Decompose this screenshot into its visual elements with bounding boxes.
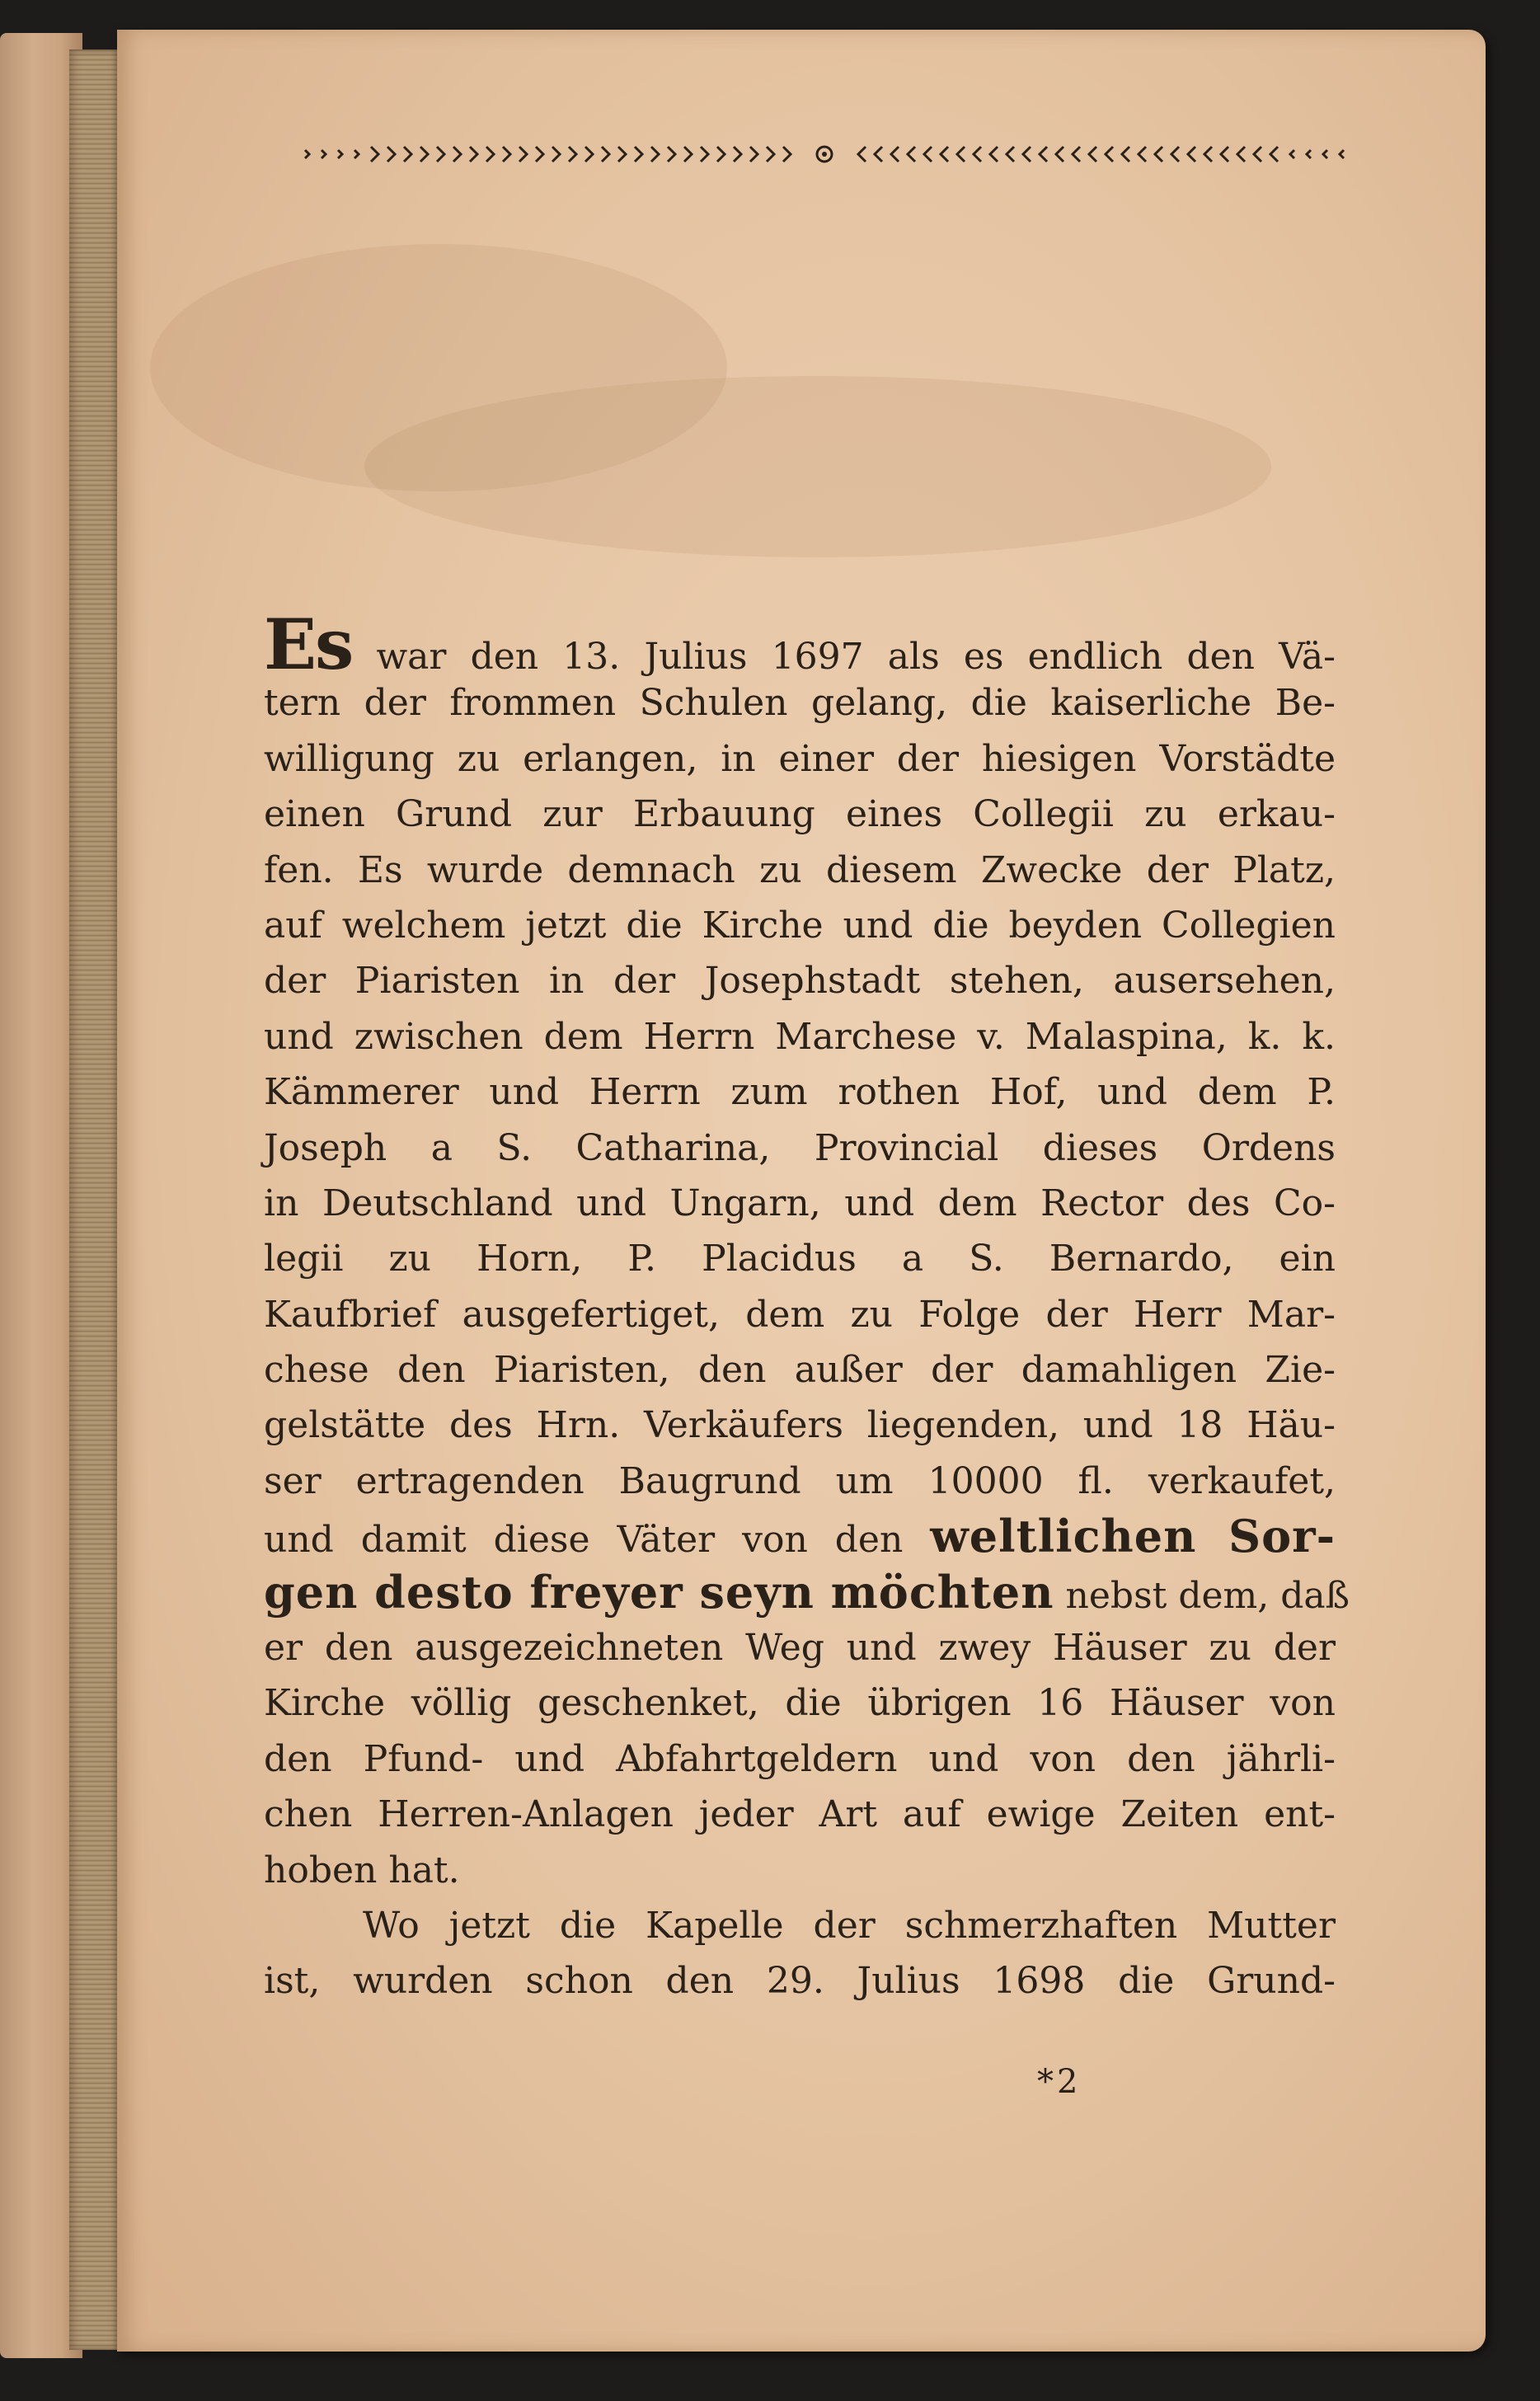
text-line: auf welchem jetzt die Kirche und die beyden Collegien xyxy=(264,904,1336,947)
text-line: einen Grund zur Erbauung eines Collegii zu erkau- xyxy=(264,793,1336,836)
text-line: Kirche völlig geschenket, die übrigen 16 Häuser von xyxy=(264,1682,1336,1725)
text-line: in Deutschland und Ungarn, und dem Rector des Co- xyxy=(264,1182,1336,1224)
text-line: Kämmerer und Herrn zum rothen Hof, und dem P. xyxy=(264,1071,1336,1114)
signature-mark: *2 xyxy=(1037,2063,1082,2101)
ornament-rule-icon xyxy=(297,140,1352,168)
text-line: gelstätte des Hrn. Verkäufers liegenden, und 18 Häu- xyxy=(264,1404,1336,1447)
text-line: und damit diese Väter von den weltlichen Sor- xyxy=(264,1510,1336,1563)
book-spine xyxy=(69,49,120,2350)
drop-cap: Es xyxy=(264,604,353,685)
text-line: chese den Piaristen, den außer der damahligen Zie- xyxy=(264,1349,1336,1392)
text-line: und zwischen dem Herrn Marchese v. Malaspina, k. k. xyxy=(264,1015,1336,1058)
text-line: ist, wurden schon den 29. Julius 1698 die Grund- xyxy=(264,1960,1336,2003)
emphasized-text: gen desto freyer seyn möchten xyxy=(264,1565,1054,1619)
text-line: willigung zu erlangen, in einer der hiesigen Vorstädte xyxy=(264,737,1336,780)
text-line: hoben hat. xyxy=(264,1849,460,1891)
text-line: er den ausgezeichneten Weg und zwey Häuser zu der xyxy=(264,1627,1336,1670)
text-line: Wo jetzt die Kapelle der schmerzhaften Mutter xyxy=(363,1904,1336,1947)
text-line: legii zu Horn, P. Placidus a S. Bernardo, ein xyxy=(264,1238,1336,1280)
text-line: ser ertragenden Baugrund um 10000 fl. verkaufet, xyxy=(264,1459,1336,1502)
text-line: Kaufbrief ausgefertiget, dem zu Folge der Herr Mar- xyxy=(264,1293,1336,1336)
text-line: den Pfund- und Abfahrtgeldern und von den jährli- xyxy=(264,1737,1336,1780)
text-line: chen Herren-Anlagen jeder Art auf ewige Zeiten ent- xyxy=(264,1793,1336,1836)
text-line: tern der frommen Schulen gelang, die kaiserliche Be- xyxy=(264,682,1336,725)
body-text xyxy=(264,604,1350,2009)
emphasized-text: weltlichen Sor- xyxy=(930,1510,1336,1563)
paper-stain xyxy=(364,376,1271,557)
text-line: fen. Es wurde demnach zu diesem Zwecke der Platz, xyxy=(264,848,1336,891)
text-line: Es war den 13. Julius 1697 als es endlich den Vä- xyxy=(264,604,1336,685)
text-line: gen desto freyer seyn möchten nebst dem, daß xyxy=(264,1565,1350,1619)
text-line: Joseph a S. Catharina, Provincial dieses Ordens xyxy=(264,1126,1336,1169)
text-line: der Piaristen in der Josephstadt stehen, ausersehen, xyxy=(264,960,1336,1003)
ornament-rule xyxy=(297,140,1352,168)
